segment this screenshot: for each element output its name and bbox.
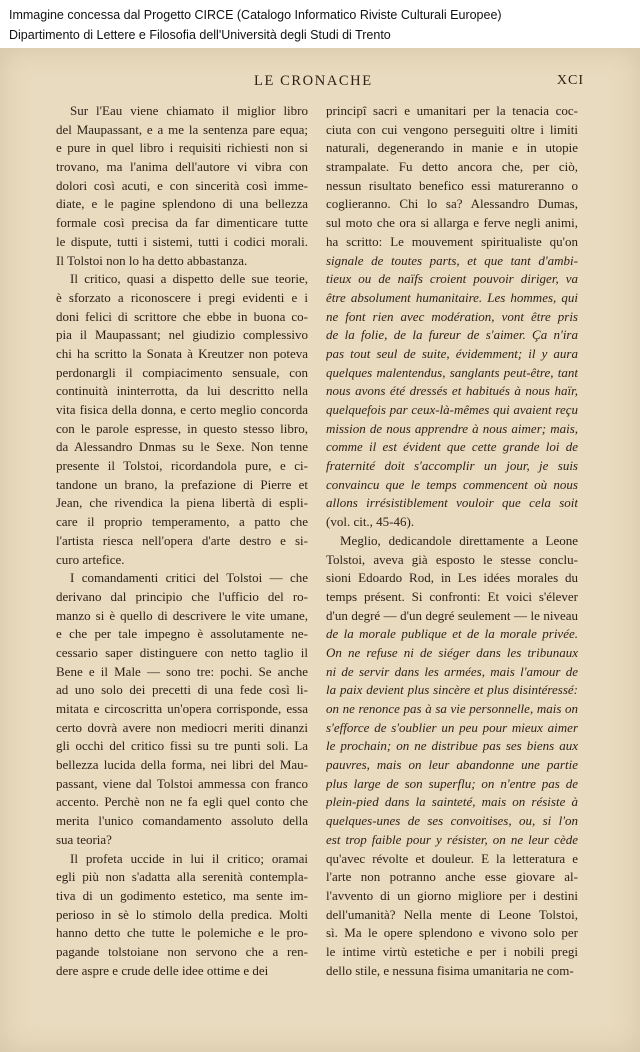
left-text-column [56, 102, 308, 980]
text-line: tieux ou de naïfs croient pouvoir diriger, va [326, 271, 578, 287]
text-line: con le parole espresse, in questo stesso libro, [56, 420, 308, 436]
text-line: care il proprio temperamento, a patto che [56, 514, 308, 530]
archive-department-line: Dipartimento di Lettere e Filosofia dell'Università degli Studi di Trento [9, 28, 391, 42]
text-line: s'efforce de s'oublier un peu pour mieux aimer [326, 719, 578, 735]
text-line: l'arte non potranno anche esse giovare al- [326, 869, 578, 885]
text-line: pas tout seul de suite, évidemment; il y aura [326, 345, 578, 361]
text-line: diate, e le pagine splendono di una bellezza [56, 196, 308, 212]
text-line: l'artista riesca nell'opera d'arte destro e si- [56, 532, 308, 548]
text-line: allons irrésistiblement vouloir que cela soit [326, 495, 578, 511]
text-line: trovano, ma l'anima dell'autore vi vibra con [56, 159, 308, 175]
text-line: plein-pied dans la sainteté, mais on résiste à [326, 794, 578, 810]
text-line: fraternité doit s'accomplir un jour, je suis [326, 458, 578, 474]
text-line: dere aspre e crude delle idee ottime e dei [56, 962, 269, 978]
text-line: sul moto che ora si allarga e ferve negli animi, [326, 215, 578, 231]
text-line: continuità ininterrotta, da lui descritto nella [56, 383, 308, 399]
text-line: I comandamenti critici del Tolstoi — che [70, 570, 308, 586]
archive-credit-line: Immagine concessa dal Progetto CIRCE (Catalogo Informatico Riviste Culturali Europee) [9, 8, 502, 22]
text-line: ad uno solo dei precetti di una fede così li- [56, 682, 308, 698]
text-line: mission de nous apprendre à nous aimer; mais, [326, 420, 578, 436]
text-line: ha scritto: Le mouvement spiritualiste qu'on [326, 233, 578, 249]
text-line: Il profeta uccide in lui il critico; oramai [70, 850, 308, 866]
text-line: est trop faible pour y résister, on ne leur cède [326, 831, 578, 847]
text-line: manzo si è quello di descrivere le vite umane, [56, 607, 308, 623]
text-line: nessun risultato benefico essi matureranno o [326, 177, 578, 193]
text-line: sua teoria? [56, 831, 112, 847]
text-line: sì. Ma le opere splendono e vivono solo per [326, 925, 578, 941]
running-title: LE CRONACHE [254, 73, 373, 89]
text-line: Il critico, quasi a dispetto delle sue teorie, [70, 271, 308, 287]
text-line: principî sacri e umanitari per la tenacia coc- [326, 103, 578, 118]
text-line: pauvres, mais on leur abandonne une partie [326, 757, 578, 773]
text-line: de la folie, de la fureur de s'aimer. Ça n'ira [326, 327, 578, 343]
text-line: Meglio, dedicandole direttamente a Leone [340, 532, 578, 548]
text-line: accento. Perchè non ne fa egli quel conto che [56, 794, 308, 810]
text-line: Il Tolstoi non lo ha detto abbastanza. [56, 252, 248, 268]
text-line: tiva di un godimento estetico, ma sente im- [56, 887, 308, 903]
text-line: de la morale publique et de la morale privée. [326, 626, 578, 642]
text-line: bellezza lucida della forma, nei libri del Mau- [56, 757, 308, 773]
text-line: l'avvento di un giorno migliore per i destini [326, 887, 578, 903]
text-line: ciuta con cui vengono perseguiti oltre i limiti [326, 121, 578, 137]
text-line: strampalate. Fu detto ancora che, per ciò, [326, 159, 578, 175]
text-line: temps présent. Si confronti: Et voici s'élever [326, 588, 578, 604]
text-line: pia il Maupassant; nel giudizio complessivo [56, 327, 308, 343]
text-line: dello stile, e nessuna fisima umanitaria ne com- [326, 962, 574, 978]
text-line: ni de servir dans les armées, mais l'amour de [326, 663, 578, 679]
text-line: le prochain; on ne distribue pas ses biens aux [326, 738, 578, 754]
text-line: convaincu que le temps commencent où nous [326, 476, 578, 492]
text-line: egli più non s'adatta alla serenità contempla- [56, 869, 308, 885]
text-line: coglieranno. Chi lo sa? Alessandro Dumas, [326, 196, 578, 212]
text-line: certo dovrà avere non mediocri meriti dinanzi [56, 719, 308, 735]
text-line: (vol. cit., 45-46). [326, 514, 415, 530]
text-line: le intime virtù estetiche e per i nobili pregi [326, 943, 578, 959]
text-line: plus large de son superflu; on n'entre pas de [326, 775, 578, 791]
text-line: Tolstoi, aveva già esposto le stesse conclu- [326, 551, 578, 567]
text-line: on ne renonce pas à sa vie personnelle, mais on [326, 701, 578, 716]
text-line: formale così precisa da far dimenticare tutte [56, 215, 308, 231]
text-line: ne font rien avec modération, vont être pris [326, 308, 578, 324]
text-line: Bene e il Male — sono tre: pochi. Se anche [56, 663, 308, 679]
text-line: dolori così acuti, e con sincerità così imme- [56, 177, 308, 193]
text-line: comme il est évident que cette grande loi de [326, 439, 578, 455]
text-line: mitata e circoscritta un'opera corrisponde, essa [56, 701, 308, 716]
text-line: dell'umanità? Nella mente di Leone Tolstoi, [326, 906, 578, 922]
text-line: tandone un brano, la prefazione di Pierre et [56, 476, 308, 492]
text-line: Sur l'Eau viene chiamato il miglior libro [70, 103, 308, 118]
text-line: perioso in sè lo stimolo della predica. Molti [56, 906, 308, 922]
text-line: hanno detto che tutte le polemiche e le pro- [56, 925, 308, 941]
text-line: merita l'unico comandamento assoluto della [56, 813, 308, 829]
text-line: la paix devient plus sincère et plus disintéressé: [326, 682, 578, 698]
text-line: être absolument humanitaire. Les hommes, qui [326, 289, 578, 305]
text-line: vita fisica della donna, e certo meglio concorda [56, 402, 308, 417]
text-line: e pure in quel libro i requisiti richiesti non si [56, 140, 308, 156]
right-text-column [326, 102, 578, 980]
text-line: da Alessandro Dnmas su le Sexe. Non tenne [56, 439, 308, 455]
text-line: quelques-unes de ses convoitises, ou, si l'on [326, 813, 578, 829]
text-line: doni felici di scrittore che ebbe in buona co- [56, 308, 308, 324]
text-line: presente il Tolstoi, ricordandola pure, e ci- [56, 458, 308, 474]
text-line: è sforzato a riconoscere i pregi evidenti e i [56, 289, 308, 305]
text-line: curo artefice. [56, 551, 125, 567]
text-line: nous avons été dressés et habitués à nous haïr, [326, 383, 578, 399]
archive-header [0, 0, 640, 48]
text-line: d'un degré — d'un degré seulement — le niveau [326, 607, 578, 623]
text-line: quelquefois par ceux-là-mêmes qui avaient reçu [326, 402, 578, 417]
text-line: quelques malentendus, sanglants peut-être, tant [326, 364, 578, 380]
text-line: sioni Edoardo Rod, in Les idées morales du [326, 570, 578, 586]
text-line: Jean, che rivendica la piena libertà di espli- [56, 495, 308, 511]
text-line: cessario saper distinguere con netto taglio il [56, 644, 308, 660]
text-line: e che per tale impegno è assolutamente ne- [56, 626, 308, 642]
text-line: qu'avec révolte et douleur. E la letteratura e [326, 850, 578, 866]
text-line: signale de toutes parts, et que tant d'ambi- [326, 252, 578, 268]
text-line: derivano dal principio che l'ufficio del ro- [56, 588, 308, 604]
text-line: le dispute, tutti i sistemi, tutti i codici morali. [56, 233, 308, 249]
text-line: pagande tolstoiane non servono che a ren- [56, 943, 308, 959]
text-line: gli occhi del critico fissi su tre punti soli. La [56, 738, 308, 754]
scanned-page [0, 48, 640, 1052]
text-line: On ne refuse ni de siéger dans les tribunaux [326, 644, 578, 660]
text-line: chi ha scritto la Sonata à Kreutzer non poteva [56, 345, 308, 361]
page-number: XCI [556, 73, 584, 88]
text-line: naturali, degenerando in manie e in utopie [326, 140, 578, 156]
text-line: perdonargli il compiacimento sensuale, con [56, 364, 308, 380]
text-line: del Maupassant, e a me la sentenza pare equa; [56, 121, 308, 137]
text-line: passant, viene dal Tolstoi ammessa con franco [56, 775, 308, 791]
